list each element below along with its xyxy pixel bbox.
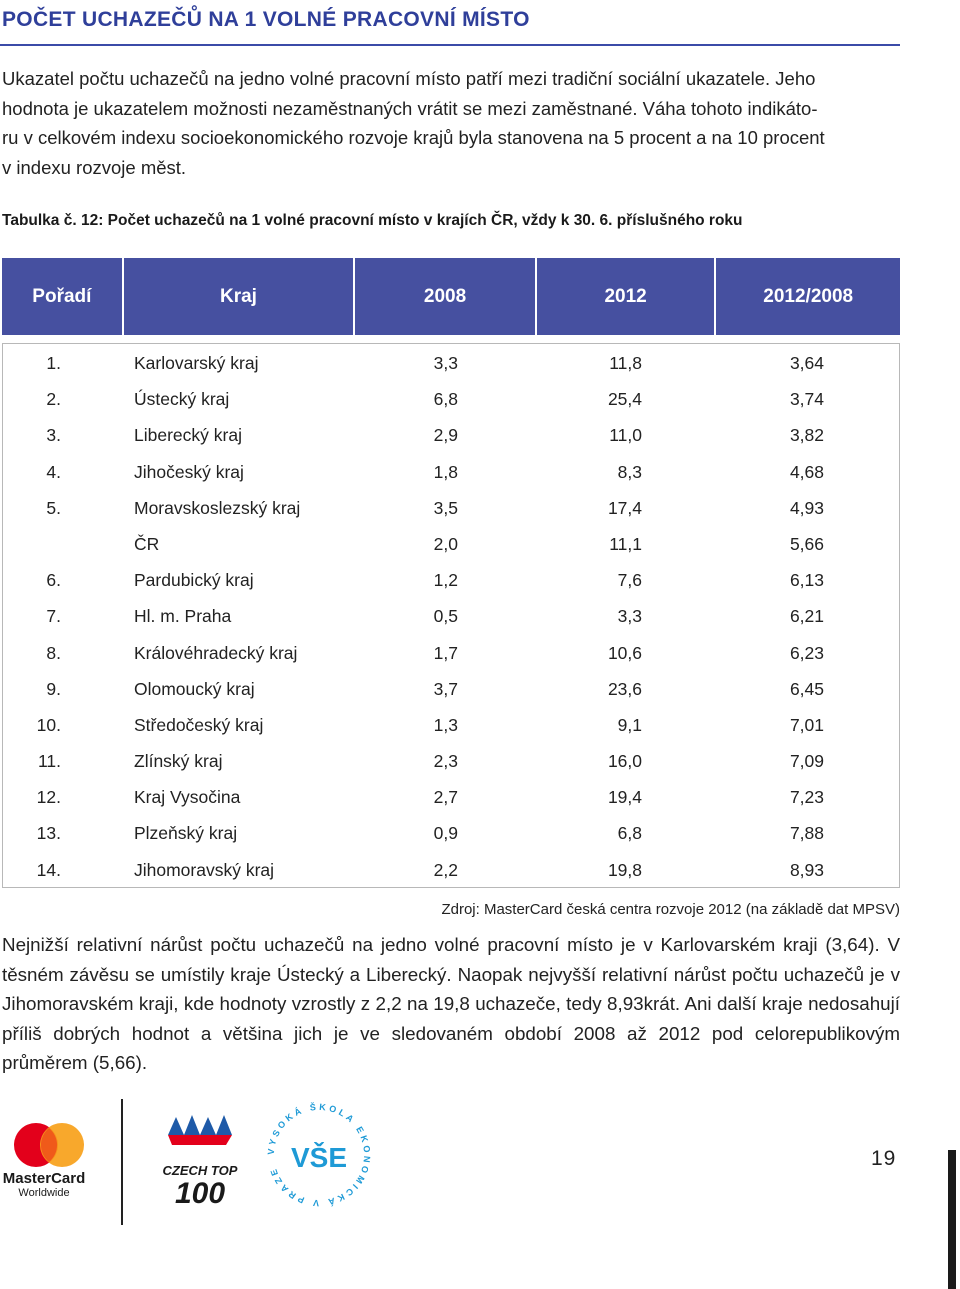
header-ratio: 2012/2008 xyxy=(716,258,900,335)
table-row xyxy=(3,635,899,671)
cell-2012: 7,6 xyxy=(617,570,642,591)
mastercard-logo xyxy=(3,1123,86,1199)
cell-ratio: 7,01 xyxy=(789,714,824,735)
cell-ratio: 6,23 xyxy=(789,642,824,663)
cell-2012: 9,1 xyxy=(617,714,642,735)
cell-2008: 0,5 xyxy=(433,606,458,627)
cell-2012: 19,4 xyxy=(607,787,642,808)
cell-2008: 1,7 xyxy=(433,642,458,663)
header-rank: Pořadí xyxy=(2,258,122,335)
cell-rank: 14. xyxy=(36,859,61,880)
intro-line: ru v celkovém indexu socioekonomického rozvoje krajů byla stanovena na 5 procent a na 10 procent xyxy=(2,127,825,148)
footer-logos xyxy=(0,1095,400,1235)
section-heading: POČET UCHAZEČŮ NA 1 VOLNÉ PRACOVNÍ MÍSTO xyxy=(2,8,530,31)
page-number: 19 xyxy=(871,1147,897,1170)
cell-2008: 3,3 xyxy=(433,353,458,373)
table-row xyxy=(3,743,899,779)
cell-region: Plzeňský kraj xyxy=(134,823,238,844)
mastercard-wordmark: MasterCard xyxy=(2,1170,86,1187)
cell-2012: 25,4 xyxy=(607,389,642,410)
cell-2012: 11,1 xyxy=(609,533,642,554)
closing-paragraph: Nejnižší relativní nárůst počtu uchazečů na jedno volné pracovní místo je v Karlovarském kraji (3,64). V těsném závěsu se umístily kraje Ústecký a Liberecký. Naopak nejvyšší relativní nárůst počtu uchazečů je v Jihomoravském kraji, kde hodnoty vzrostly z 2,2 na 19,8 uchazeče, tedy 8,93krát. Ani další kraje nedosahují příliš dobrých hodnot a většina jich je ve sledovaném období 2008 až 2012 pod celorepublikovým průměrem (5,66). xyxy=(2,934,900,1073)
czech-top-100-logo xyxy=(163,1115,238,1210)
header-2012: 2012 xyxy=(537,258,715,335)
cell-rank: 8. xyxy=(46,642,61,663)
cell-2012: 3,3 xyxy=(617,606,642,627)
cell-2008: 2,2 xyxy=(433,859,458,880)
cell-region: Moravskoslezský kraj xyxy=(134,497,301,518)
table-row xyxy=(3,417,899,453)
cell-rank: 2. xyxy=(46,389,61,410)
table-row xyxy=(3,671,899,707)
cell-rank: 6. xyxy=(46,570,61,591)
cell-rank: 12. xyxy=(36,787,61,808)
cell-rank: 13. xyxy=(36,823,61,844)
table-row xyxy=(3,852,899,888)
source-note: Zdroj: MasterCard česká centra rozvoje 2012 (na základě dat MPSV) xyxy=(441,901,900,918)
cell-region: Jihočeský kraj xyxy=(134,461,244,482)
cell-2012: 11,0 xyxy=(609,425,642,446)
cell-ratio: 4,68 xyxy=(789,461,824,482)
cell-2012: 23,6 xyxy=(607,678,642,699)
cell-rank: 5. xyxy=(46,497,61,518)
cell-region: Kraj Vysočina xyxy=(134,787,241,808)
cell-region: ČR xyxy=(134,533,160,554)
table-caption: Tabulka č. 12: Počet uchazečů na 1 volné pracovní místo v krajích ČR, vždy k 30. 6. příslušného roku xyxy=(2,212,743,229)
cell-2008: 1,2 xyxy=(433,570,458,591)
cell-ratio: 7,23 xyxy=(789,787,824,808)
intro-paragraph xyxy=(2,64,900,182)
table-row xyxy=(3,779,899,815)
cell-2008: 2,7 xyxy=(433,787,458,808)
intro-line: hodnota je ukazatelem možnosti nezaměstnaných vrátit se mezi zaměstnané. Váha tohoto indikáto- xyxy=(2,97,818,119)
table-row xyxy=(3,345,899,381)
cell-ratio: 6,45 xyxy=(789,678,824,699)
intro-line: Ukazatel počtu uchazečů na jedno volné pracovní místo patří mezi tradiční sociální ukazatele. Jeho xyxy=(2,68,816,89)
cell-2008: 6,8 xyxy=(433,389,458,410)
cell-ratio: 3,82 xyxy=(789,425,824,446)
cell-ratio: 8,93 xyxy=(789,859,824,880)
cell-rank: 4. xyxy=(46,461,61,482)
cell-ratio: 7,09 xyxy=(789,751,824,772)
cell-ratio: 3,74 xyxy=(789,389,824,410)
cell-2012: 19,8 xyxy=(607,859,642,880)
cell-2012: 16,0 xyxy=(607,751,642,772)
vse-mark: VŠE xyxy=(290,1142,348,1173)
cell-2008: 2,3 xyxy=(433,751,458,772)
cell-region: Olomoucký kraj xyxy=(134,678,255,699)
cell-region: Královéhradecký kraj xyxy=(134,642,298,663)
czechtop-number: 100 xyxy=(174,1177,226,1210)
cell-rank: 3. xyxy=(46,425,61,446)
czechtop-label: CZECH TOP xyxy=(162,1163,238,1178)
cell-ratio: 7,88 xyxy=(789,823,824,844)
table-row xyxy=(3,490,899,526)
header-region: Kraj xyxy=(124,258,353,335)
cell-2008: 1,8 xyxy=(433,461,458,482)
cell-2008: 2,9 xyxy=(433,425,458,446)
intro-line: v indexu rozvoje měst. xyxy=(2,156,187,178)
cell-2008: 1,3 xyxy=(433,714,458,735)
table-row xyxy=(3,562,899,598)
cell-2012: 10,6 xyxy=(607,642,642,663)
table-row xyxy=(3,598,899,634)
cell-2008: 3,7 xyxy=(433,678,458,699)
vse-logo xyxy=(266,1101,372,1208)
cell-2008: 3,5 xyxy=(433,497,458,518)
cell-rank: 10. xyxy=(36,714,61,735)
cell-2012: 11,8 xyxy=(609,353,642,373)
mastercard-worldwide: Worldwide xyxy=(18,1187,70,1199)
cell-region: Hl. m. Praha xyxy=(134,606,232,627)
cell-rank: 9. xyxy=(46,678,61,699)
vse-ring-text: VYSOKÁ ŠKOLA EKONOMICKÁ V PRAZE xyxy=(265,1101,373,1209)
cell-ratio: 3,64 xyxy=(789,353,824,373)
cell-region: Ústecký kraj xyxy=(134,389,230,410)
cell-ratio: 5,66 xyxy=(789,533,824,554)
cell-2012: 8,3 xyxy=(617,461,642,482)
table-row xyxy=(3,381,899,417)
cell-region: Jihomoravský kraj xyxy=(134,859,275,880)
table-body xyxy=(2,343,900,888)
cell-region: Pardubický kraj xyxy=(134,570,254,591)
cell-2008: 0,9 xyxy=(433,823,458,844)
cell-region: Karlovarský kraj xyxy=(134,353,259,373)
heading-rule xyxy=(0,44,900,46)
cell-ratio: 6,21 xyxy=(789,606,824,627)
cell-region: Liberecký kraj xyxy=(134,425,242,446)
cell-2008: 2,0 xyxy=(433,533,458,554)
table-row xyxy=(3,454,899,490)
cell-2012: 6,8 xyxy=(617,823,642,844)
table-row xyxy=(3,707,899,743)
cell-region: Zlínský kraj xyxy=(134,751,223,772)
cell-ratio: 4,93 xyxy=(789,497,824,518)
cell-rank: 11. xyxy=(37,751,61,772)
table-row-national xyxy=(3,526,899,562)
header-2008: 2008 xyxy=(355,258,535,335)
page-edge-bar xyxy=(948,1150,956,1289)
table-row xyxy=(3,815,899,851)
cell-2012: 17,4 xyxy=(607,497,642,518)
cell-ratio: 6,13 xyxy=(789,570,824,591)
cell-rank: 1. xyxy=(46,353,61,373)
cell-rank: 7. xyxy=(46,606,61,627)
cell-region: Středočeský kraj xyxy=(134,714,264,735)
logo-divider xyxy=(121,1099,123,1225)
table-header xyxy=(2,258,900,335)
